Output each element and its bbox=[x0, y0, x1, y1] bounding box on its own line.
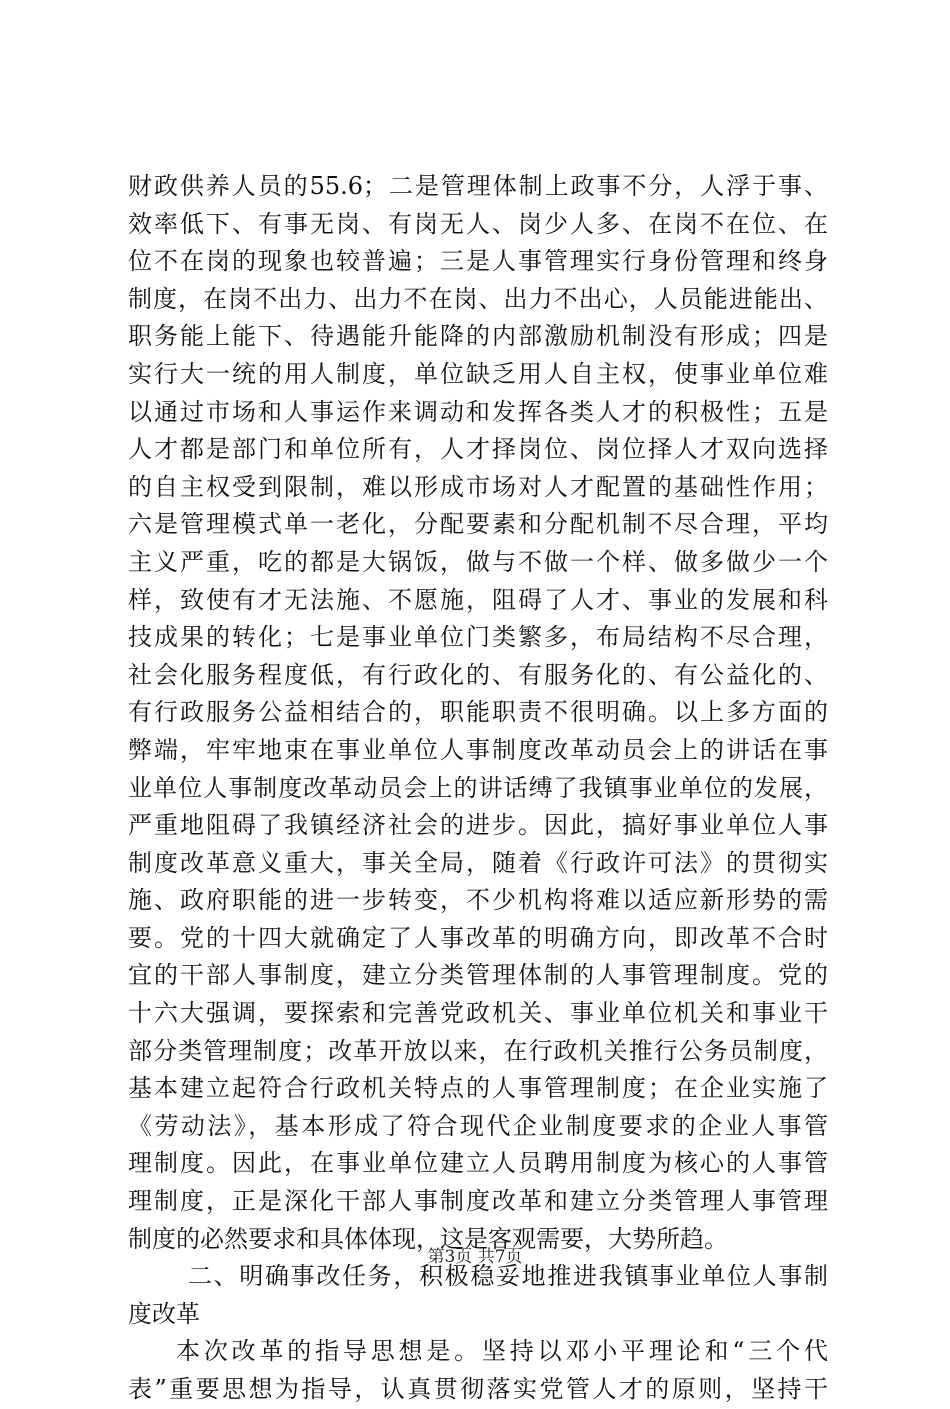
section-heading-line-end: 度改革 bbox=[128, 1299, 200, 1328]
text-line: 样，致使有才无法施、不愿施，阻碍了人才、事业的发展和科 bbox=[128, 585, 828, 614]
text-line: 有行政服务公益相结合的，职能职责不很明确。以上多方面的 bbox=[128, 698, 828, 727]
text-line: 《劳动法》，基本形成了符合现代企业制度要求的企业人事管 bbox=[128, 1111, 828, 1140]
text-line: 施、政府职能的进一步转变，不少机构将难以适应新形势的需 bbox=[128, 886, 828, 915]
paragraph-end-line: 制度的必然要求和具体体现，这是客观需要，大势所趋。 bbox=[128, 1224, 728, 1253]
body-text bbox=[128, 168, 828, 1409]
text-line: 制度，在岗不出力、出力不在岗、出力不出心，人员能进能出、 bbox=[128, 284, 828, 313]
text-line: 财政供养人员的55.6；二是管理体制上政事不分，人浮于事、 bbox=[128, 172, 828, 200]
paragraph-start-line: 本次改革的指导思想是。坚持以邓小平理论和“三个代 bbox=[176, 1337, 828, 1366]
text-line: 理制度。因此，在事业单位建立人员聘用制度为核心的人事管 bbox=[128, 1149, 828, 1178]
text-line: 表”重要思想为指导，认真贯彻落实党管人才的原则，坚持干 bbox=[128, 1375, 828, 1403]
text-line: 宜的干部人事制度，建立分类管理体制的人事管理制度。党的 bbox=[128, 961, 828, 990]
text-line: 位不在岗的现象也较普遍；三是人事管理实行身份管理和终身 bbox=[128, 247, 828, 276]
text-line: 人才都是部门和单位所有，人才择岗位、岗位择人才双向选择 bbox=[128, 435, 828, 464]
text-line: 社会化服务程度低，有行政化的、有服务化的、有公益化的、 bbox=[128, 660, 828, 689]
text-line: 六是管理模式单一老化，分配要素和分配机制不尽合理，平均 bbox=[128, 510, 828, 539]
text-line: 主义严重，吃的都是大锅饭，做与不做一个样、做多做少一个 bbox=[128, 547, 828, 576]
text-line: 要。党的十四大就确定了人事改革的明确方向，即改革不合时 bbox=[128, 923, 828, 952]
text-line: 理制度，正是深化干部人事制度改革和建立分类管理人事管理 bbox=[128, 1187, 828, 1216]
text-line: 弊端，牢牢地束在事业单位人事制度改革动员会上的讲话在事 bbox=[128, 735, 828, 764]
text-line: 实行大一统的用人制度，单位缺乏用人自主权，使事业单位难 bbox=[128, 359, 828, 388]
text-line: 基本建立起符合行政机关特点的人事管理制度；在企业实施了 bbox=[128, 1074, 828, 1103]
text-line: 制度改革意义重大，事关全局，随着《行政许可法》的贯彻实 bbox=[128, 848, 828, 877]
text-line: 部分类管理制度；改革开放以来，在行政机关推行公务员制度， bbox=[128, 1036, 828, 1065]
text-line: 的自主权受到限制，难以形成市场对人才配置的基础性作用； bbox=[128, 472, 828, 501]
section-heading-line: 二、明确事改任务，积极稳妥地推进我镇事业单位人事制 bbox=[188, 1262, 828, 1291]
text-line: 十六大强调，要探索和完善党政机关、事业单位机关和事业干 bbox=[128, 999, 828, 1028]
text-line: 效率低下、有事无岗、有岗无人、岗少人多、在岗不在位、在 bbox=[128, 209, 828, 238]
text-line: 严重地阻碍了我镇经济社会的进步。因此，搞好事业单位人事 bbox=[128, 811, 828, 840]
text-line: 职务能上能下、待遇能升能降的内部激励机制没有形成；四是 bbox=[128, 322, 828, 351]
text-line: 以通过市场和人事运作来调动和发挥各类人才的积极性；五是 bbox=[128, 397, 828, 426]
page-number-footer: 第3页 共7页 bbox=[427, 1247, 523, 1267]
text-line: 业单位人事制度改革动员会上的讲话缚了我镇事业单位的发展， bbox=[128, 773, 828, 802]
text-line: 技成果的转化；七是事业单位门类繁多，布局结构不尽合理， bbox=[128, 623, 828, 652]
